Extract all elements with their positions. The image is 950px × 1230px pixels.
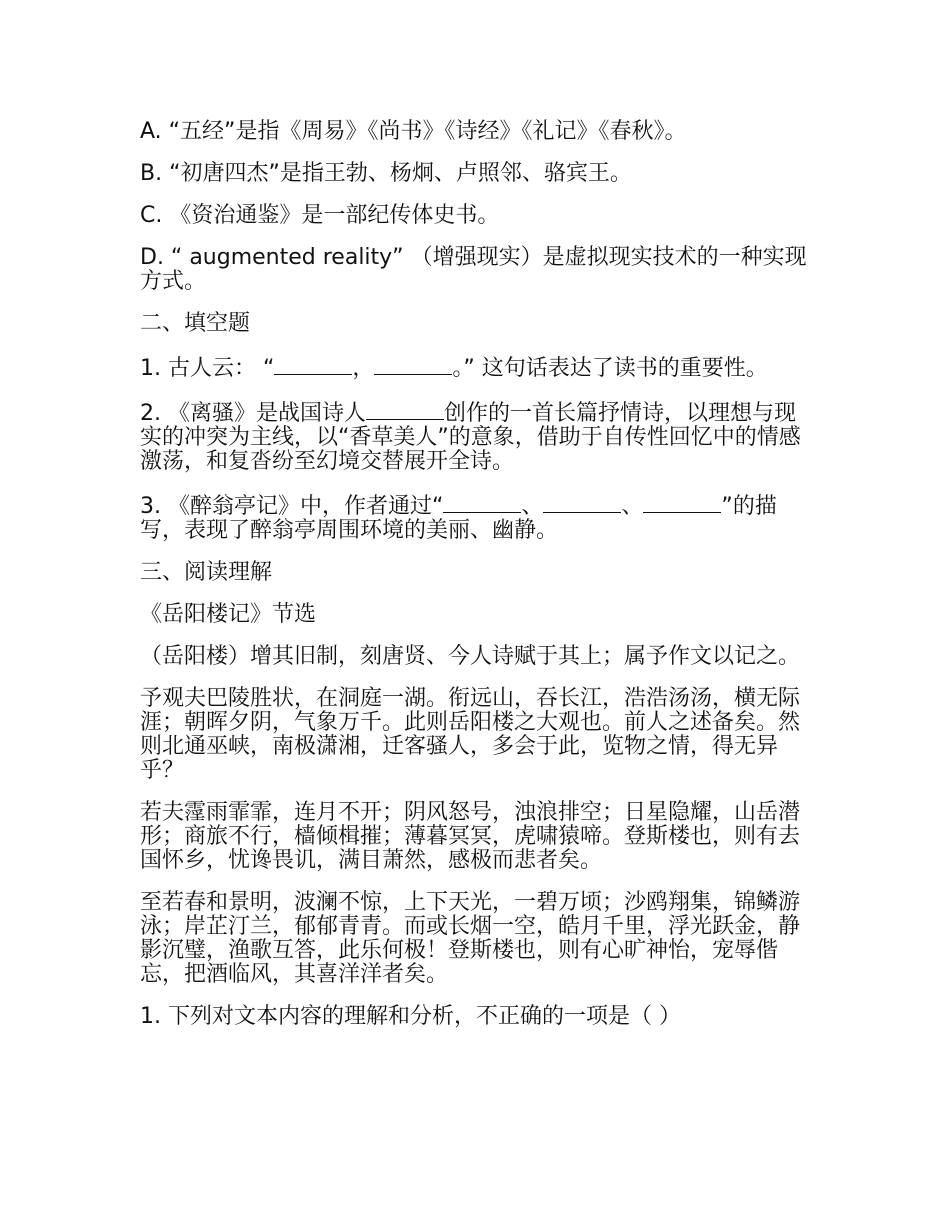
answer-blank: [366, 399, 444, 420]
fill-question-1-text-a: 1. 古人云： “: [140, 356, 275, 381]
fill-question-2-text-b: 创作的一首长篇抒情诗，以理想与现实的冲突为主线，以“香草美人”的意象，借助于自传性回忆中的情感激荡，和复沓纷至幻境交替展开全诗。: [140, 401, 801, 474]
fill-question-1: [140, 354, 812, 381]
passage-paragraph-2: 予观夫巴陵胜状，在洞庭一湖。衔远山，吞长江，浩浩汤汤，横无际涯；朝晖夕阴，气象万千。此则岳阳楼之大观也。前人之述备矣。然则北通巫峡，南极潇湘，迁客骚人，多会于此，览物之情，得无异乎？: [140, 686, 801, 783]
answer-blank: [274, 354, 352, 375]
fill-question-3-text-d: ”的描写，表现了醉翁亭周围环境的美丽、幽静。: [140, 494, 777, 543]
fill-question-2: [140, 399, 812, 474]
passage-paragraph-4: 至若春和景明，波澜不惊，上下天光，一碧万顷；沙鸥翔集，锦鳞游泳；岸芷汀兰，郁郁青青。而或长烟一空，皓月千里，浮光跃金，静影沉璧，渔歌互答，此乐何极！登斯楼也，则有心旷神怡，宠辱偕忘，把酒临风，其喜洋洋者矣。: [140, 890, 801, 987]
fill-question-1-text-b: ，: [352, 356, 375, 381]
answer-blank: [543, 492, 621, 513]
option-d: D. “ augmented reality” （增强现实）是虚拟现实技术的一种实现方式。: [140, 245, 807, 294]
fill-question-2-text-a: 2. 《离骚》是战国诗人: [140, 401, 366, 426]
option-c: C. 《资治通鉴》是一部纪传体史书。: [140, 203, 500, 228]
option-a: A. “五经”是指《周易》《尚书》《诗经》《礼记》《春秋》。: [140, 119, 687, 144]
passage-paragraph-1: （岳阳楼）增其旧制，刻唐贤、今人诗赋于其上；属予作文以记之。: [140, 644, 801, 669]
document-page: [140, 120, 812, 1047]
passage-title: 《岳阳楼记》节选: [140, 602, 317, 627]
section-title-fill-in: 二、填空题: [140, 311, 251, 336]
answer-blank: [643, 492, 721, 513]
section-title-reading: 三、阅读理解: [140, 560, 273, 585]
answer-blank: [374, 354, 452, 375]
answer-blank: [443, 492, 521, 513]
option-b: B. “初唐四杰”是指王勃、杨炯、卢照邻、骆宾王。: [140, 161, 632, 186]
fill-question-3-text-c: 、: [621, 494, 644, 519]
fill-question-3-text-b: 、: [521, 494, 544, 519]
reading-question-1: 1. 下列对文本内容的理解和分析，不正确的一项是（ ）: [140, 1004, 681, 1029]
fill-question-1-text-c: 。” 这句话表达了读书的重要性。: [452, 356, 768, 381]
fill-question-3: [140, 492, 812, 543]
passage-paragraph-3: 若夫霪雨霏霏，连月不开；阴风怒号，浊浪排空；日星隐耀，山岳潜形；商旅不行，樯倾楫摧；薄暮冥冥，虎啸猿啼。登斯楼也，则有去国怀乡，忧谗畏讥，满目萧然，感极而悲者矣。: [140, 800, 801, 873]
fill-question-3-text-a: 3. 《醉翁亭记》中，作者通过“: [140, 494, 444, 519]
